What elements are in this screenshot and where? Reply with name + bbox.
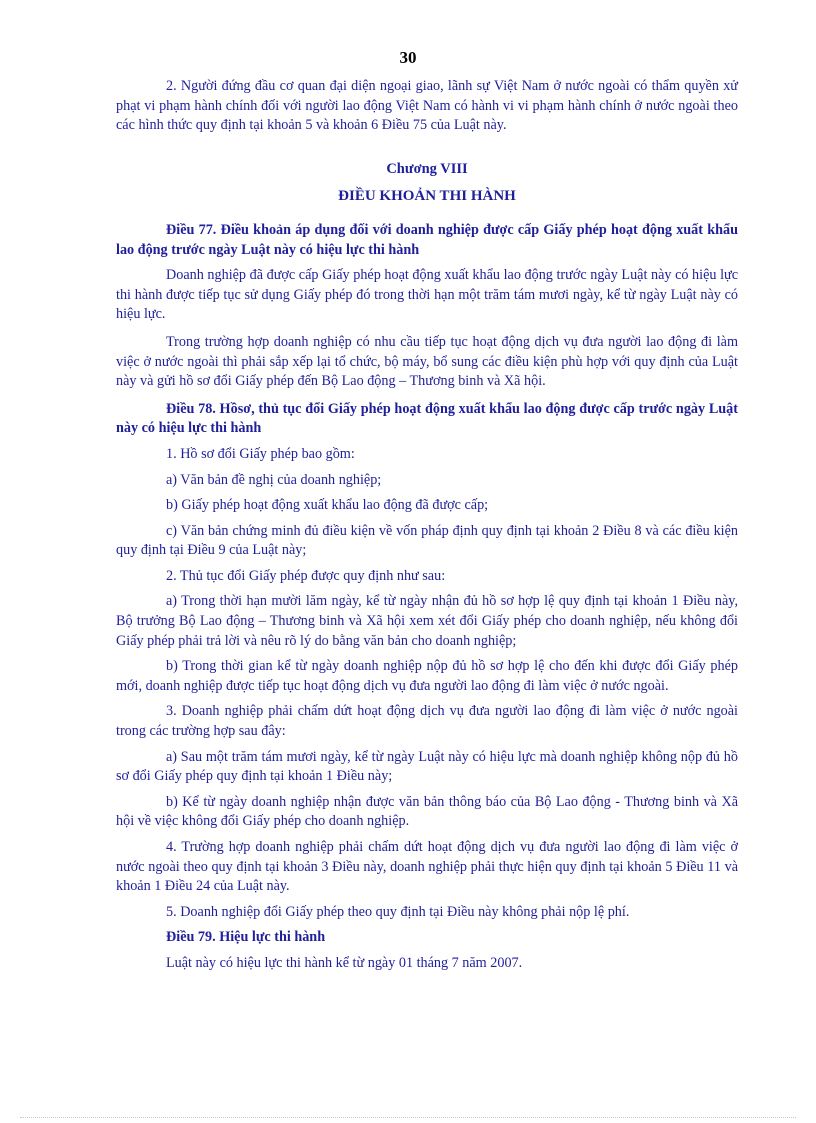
page-bottom-divider bbox=[20, 1117, 796, 1118]
chapter-label: Chương VIII bbox=[386, 160, 468, 177]
article-78-clause-1b: b) Giấy phép hoạt động xuất khẩu lao động đã được cấp; bbox=[166, 497, 489, 514]
article-78-clause-5: 5. Doanh nghiệp đổi Giấy phép theo quy định tại Điều này không phải nộp lệ phí. bbox=[166, 903, 630, 920]
article-78-clause-2: 2. Thủ tục đổi Giấy phép được quy định như sau: bbox=[166, 567, 446, 584]
article-77-paragraph-2: Trong trường hợp doanh nghiệp có nhu cầu tiếp tục hoạt động dịch vụ đưa người lao động đi làm việc ở nước ngoài thì phải sắp xếp lại tổ chức, bộ máy, bổ sung các điều kiện phù hợp với quy định của Luật này và gửi hồ sơ đổi Giấy phép đến Bộ Lao động – Thương binh và Xã hội. bbox=[116, 333, 738, 390]
article-78-clause-2a: a) Trong thời hạn mười lăm ngày, kể từ ngày nhận đủ hồ sơ hợp lệ quy định tại khoản 1 Điều này, Bộ trưởng Bộ Lao động – Thương binh và Xã hội xem xét đổi Giấy phép cho doanh nghiệp, nếu không đổi Giấy phép phải trả lời và nêu rõ lý do bằng văn bản cho doanh nghiệp; bbox=[116, 593, 738, 649]
article-78-clause-3: 3. Doanh nghiệp phải chấm dứt hoạt động dịch vụ đưa người lao động đi làm việc ở nước ngoài trong các trường hợp sau đây: bbox=[116, 703, 738, 740]
article-77-heading: Điều 77. Điều khoản áp dụng đối với doanh nghiệp được cấp Giấy phép hoạt động xuất khẩu lao động trước ngày Luật này có hiệu lực thi hành bbox=[116, 221, 738, 258]
article-78-clause-3a: a) Sau một trăm tám mươi ngày, kể từ ngày Luật này có hiệu lực mà doanh nghiệp không nộp đủ hồ sơ đổi Giấy phép quy định tại khoản 1 Điều này; bbox=[116, 748, 738, 785]
article-78-clause-2b: b) Trong thời gian kể từ ngày doanh nghiệp nộp đủ hồ sơ hợp lệ cho đến khi được đổi Giấy phép mới, doanh nghiệp được tiếp tục hoạt động dịch vụ đưa người lao động đi làm việc ở nước ngoài. bbox=[116, 658, 738, 694]
article-77-paragraph-1: Doanh nghiệp đã được cấp Giấy phép hoạt động xuất khẩu lao động trước ngày Luật này có hiệu lực thi hành được tiếp tục sử dụng Giấy phép đó trong thời hạn một trăm tám mươi ngày, kể từ ngày Luật này có hiệu lực. bbox=[116, 267, 738, 323]
article-79-paragraph-1: Luật này có hiệu lực thi hành kể từ ngày 01 tháng 7 năm 2007. bbox=[166, 954, 523, 971]
article-79-heading: Điều 79. Hiệu lực thi hành bbox=[166, 929, 326, 946]
article-78-clause-3b: b) Kể từ ngày doanh nghiệp nhận được văn bản thông báo của Bộ Lao động - Thương binh và Xã hội về việc không đổi Giấy phép cho doanh nghiệp. bbox=[116, 793, 738, 830]
article-78-clause-1: 1. Hồ sơ đổi Giấy phép bao gồm: bbox=[166, 445, 355, 462]
intro-paragraph: 2. Người đứng đầu cơ quan đại diện ngoại giao, lãnh sự Việt Nam ở nước ngoài có thẩm quyền xử phạt vi phạm hành chính đối với người lao động Việt Nam có hành vi vi phạm hành chính ở nước ngoài theo các hình thức quy định tại khoản 5 và khoản 6 Điều 75 của Luật này. bbox=[116, 78, 738, 134]
article-78-clause-1a: a) Văn bản đề nghị của doanh nghiệp; bbox=[166, 471, 382, 488]
page-number: 30 bbox=[399, 48, 417, 67]
document-body bbox=[116, 77, 738, 982]
chapter-title: ĐIỀU KHOẢN THI HÀNH bbox=[338, 188, 516, 205]
article-78-clause-1c: c) Văn bản chứng minh đủ điều kiện về vốn pháp định quy định tại khoản 2 Điều 8 và các điều kiện quy định tại Điều 9 của Luật này; bbox=[116, 522, 738, 559]
article-78-clause-4: 4. Trường hợp doanh nghiệp phải chấm dứt hoạt động dịch vụ đưa người lao động đi làm việc ở nước ngoài theo quy định tại khoản 3 Điều này, doanh nghiệp phải thực hiện quy định tại khoản 5 Điều 11 và khoản 1 Điều 24 của Luật này. bbox=[116, 839, 738, 895]
article-78-heading: Điều 78. Hồsơ, thủ tục đổi Giấy phép hoạt động xuất khẩu lao động được cấp trước ngày Luật này có hiệu lực thi hành bbox=[116, 400, 738, 437]
